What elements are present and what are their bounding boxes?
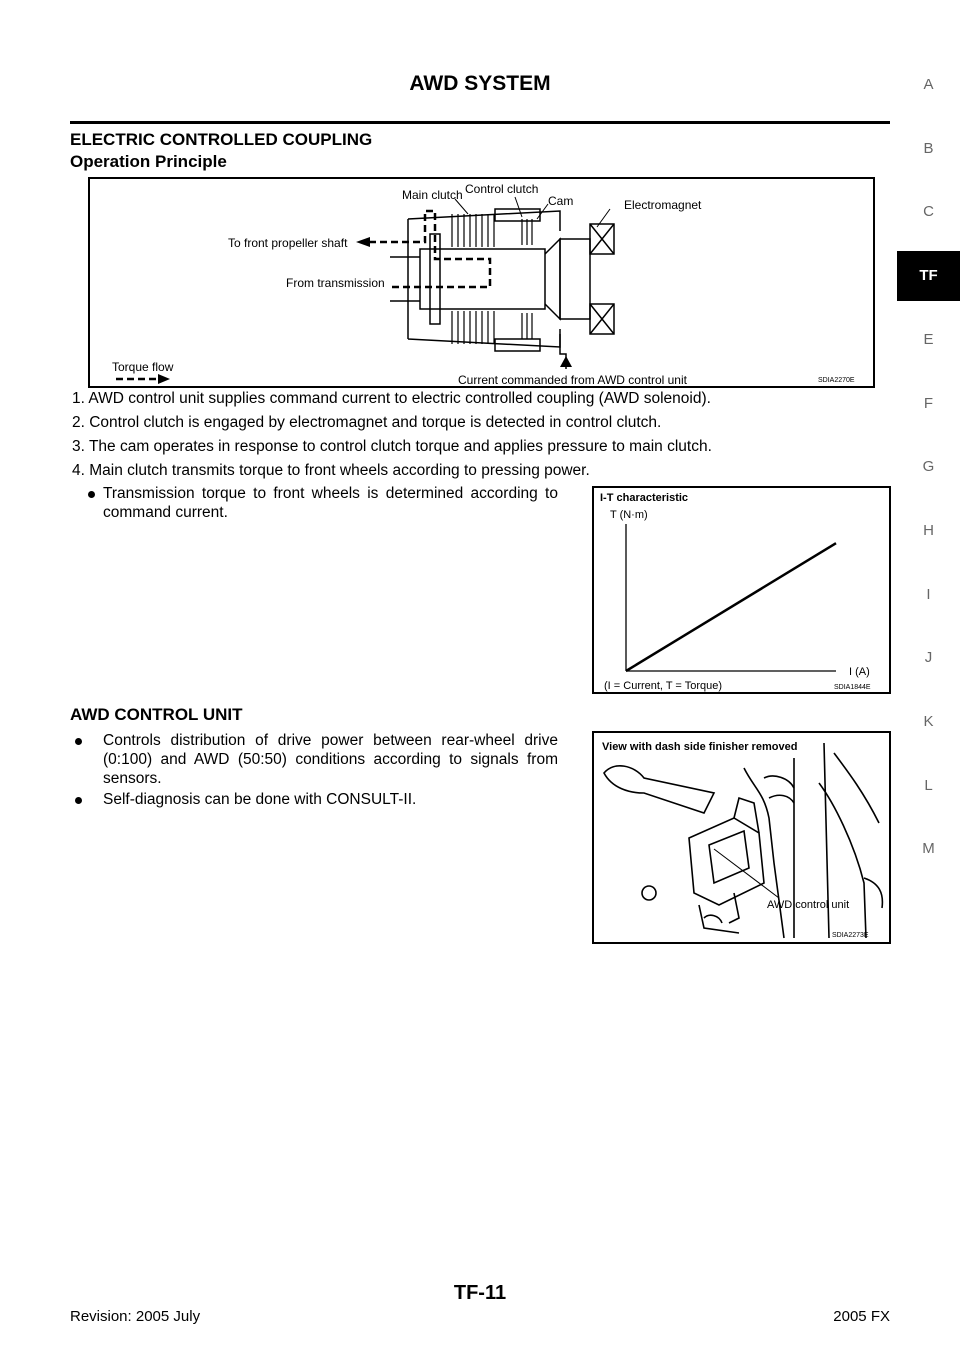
it-characteristic-chart (592, 486, 891, 694)
label-current-commanded: Current commanded from AWD control unit (458, 373, 687, 386)
figure-code: SDIA2270E (818, 377, 855, 384)
side-tab-g[interactable]: G (922, 458, 935, 476)
label-awd-control-unit: AWD control unit (767, 899, 850, 911)
side-tab-a[interactable]: A (923, 76, 934, 93)
step-4: 4. Main clutch transmits torque to front wheels according to pressing power. (72, 462, 590, 479)
bullet-self-diagnosis: Self-diagnosis can be done with CONSULT-II. (103, 791, 417, 808)
label-electromagnet: Electromagnet (624, 198, 702, 212)
side-tab-e[interactable]: E (923, 330, 934, 348)
side-tab-b[interactable]: B (923, 139, 934, 157)
chart-y-label: T (N·m) (610, 509, 648, 521)
subheading-operation-principle: Operation Principle (70, 152, 227, 171)
it-series-line (626, 543, 836, 671)
step-1: 1. AWD control unit supplies command current to electric controlled coupling (AWD solenoid). (72, 390, 711, 407)
awd-control-unit-figure (592, 731, 891, 944)
label-main-clutch: Main clutch (402, 188, 463, 202)
section-heading-awd-control-unit: AWD CONTROL UNIT (70, 705, 243, 724)
side-tab-h[interactable]: H (923, 521, 934, 539)
label-cam: Cam (548, 194, 574, 208)
footer-model: 2005 FX (833, 1308, 890, 1325)
leader-line (714, 849, 779, 898)
side-tab-l[interactable]: L (924, 776, 933, 794)
section-heading-coupling: ELECTRIC CONTROLLED COUPLING (70, 130, 373, 149)
chart-title: I-T characteristic (600, 492, 689, 504)
label-control-clutch: Control clutch (465, 182, 539, 196)
step-3: 3. The cam operates in response to control clutch torque and applies pressure to main clutch. (72, 438, 712, 455)
label-to-front-propeller-shaft: To front propeller shaft (228, 236, 348, 250)
figure-title: View with dash side finisher removed (602, 741, 798, 753)
bullet-dot (75, 738, 82, 745)
side-tab-j[interactable]: J (924, 649, 933, 667)
figure-code: SDIA2273E (832, 932, 869, 939)
step-2: 2. Control clutch is engaged by electromagnet and torque is detected in control clutch. (72, 414, 662, 431)
side-tab-tf[interactable]: TF (897, 251, 960, 301)
side-tab-m[interactable]: M (922, 840, 935, 858)
page-title: AWD SYSTEM (409, 72, 551, 95)
bullet-dot (75, 797, 82, 804)
side-tab-c[interactable]: C (923, 203, 934, 221)
coupling-diagram (88, 177, 875, 388)
bullet-transmission-torque: Transmission torque to front wheels is determined according to command current. (103, 485, 558, 521)
title-rule (70, 121, 890, 124)
bullet-drive-power-distribution: Controls distribution of drive power between rear-wheel drive (0:100) and AWD (50:50) conditions according to signals from sensors. (103, 732, 558, 787)
side-tab-f[interactable]: F (923, 394, 934, 412)
label-torque-flow: Torque flow (112, 360, 174, 374)
side-tab-k[interactable]: K (923, 713, 934, 730)
chart-x-label: I (A) (849, 666, 870, 678)
side-tab-i[interactable]: I (926, 585, 931, 603)
chart-legend: (I = Current, T = Torque) (604, 680, 723, 692)
bullet-dot (88, 491, 95, 498)
chart-code: SDIA1844E (834, 684, 871, 691)
footer-page-number: TF-11 (453, 1282, 507, 1304)
footer-revision: Revision: 2005 July (70, 1308, 201, 1325)
label-from-transmission: From transmission (286, 276, 385, 290)
